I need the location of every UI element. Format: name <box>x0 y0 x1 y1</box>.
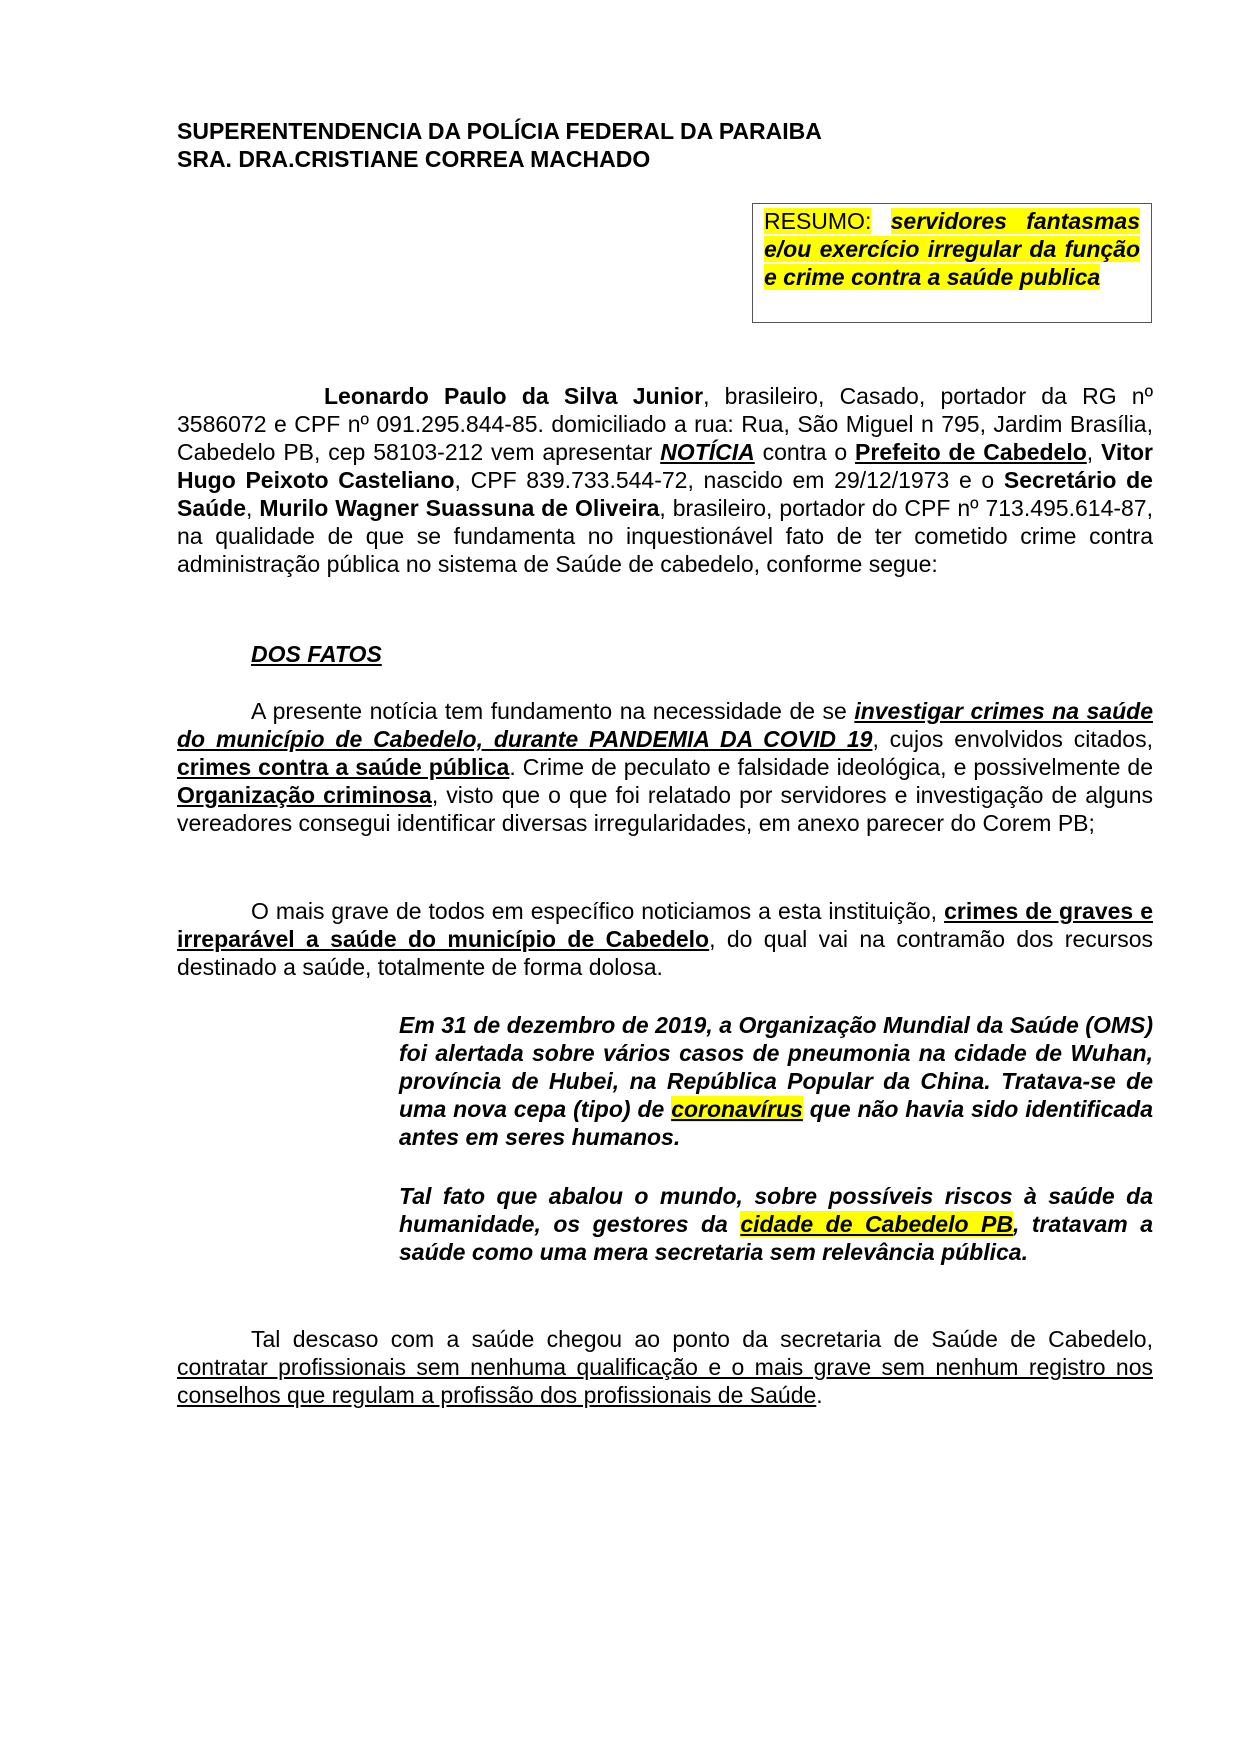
intro-text-2: contra o <box>754 439 856 465</box>
quote-paragraph-1 <box>399 1011 1153 1151</box>
intro-text-5: , <box>246 495 260 521</box>
mayor-name: Vitor Hugo Peixoto Casteliano <box>177 439 1153 493</box>
facts1-emphasis-3: Organização criminosa <box>177 782 432 808</box>
facts1-emphasis-1: investigar crimes na saúde do município de Cabedelo, durante PANDEMIA DA COVID 19 <box>177 698 1153 752</box>
closing-emphasis: contratar profissionais sem nenhuma qualificação e o mais grave sem nenhum registro nos conselhos que regulam a profissão dos profissionais de Saúde <box>177 1354 1153 1408</box>
facts1-text-3: . Crime de peculato e falsidade ideológica, e possivelmente de <box>509 754 1153 780</box>
closing-text-2: . <box>816 1382 823 1408</box>
quote2-highlight: cidade de Cabedelo PB <box>740 1211 1013 1237</box>
summary-text: servidores fantasmas e/ou exercício irregular da função e crime contra a saúde publica <box>764 208 1140 290</box>
quote1-highlight: coronavírus <box>671 1096 803 1122</box>
quote-paragraph-2 <box>399 1182 1153 1266</box>
closing-text-1: Tal descaso com a saúde chegou ao ponto da secretaria de Saúde de Cabedelo, <box>251 1326 1153 1352</box>
letter-header <box>177 117 822 173</box>
facts1-text-2: , cujos envolvidos citados, <box>872 726 1153 752</box>
noticia-term: NOTÍCIA <box>660 439 755 465</box>
facts1-emphasis-2: crimes contra a saúde pública <box>177 754 510 780</box>
complainant-name: Leonardo Paulo da Silva Junior <box>324 383 704 409</box>
summary-label: RESUMO: <box>764 208 872 234</box>
intro-text-3: , <box>1086 439 1102 465</box>
quote1-text-2: que não havia sido identificada antes em seres humanos. <box>399 1096 1153 1150</box>
summary-box <box>752 203 1152 323</box>
section-title: DOS FATOS <box>251 641 382 667</box>
closing-paragraph <box>177 1325 1153 1409</box>
intro-paragraph <box>177 382 1153 578</box>
header-line-2: SRA. DRA.CRISTIANE CORREA MACHADO <box>177 146 651 172</box>
facts2-text-1: O mais grave de todos em específico noticiamos a esta instituição, <box>251 898 945 924</box>
secretary-name: Murilo Wagner Suassuna de Oliveira <box>259 495 660 521</box>
intro-text-6: , brasileiro, portador do CPF nº 713.495.614-87, na qualidade de que se fundamenta no inquestionável fato de ter cometido crime contra administração pública no sistema de Saúde de cabedelo, conforme segue: <box>177 495 1153 577</box>
facts-paragraph-1 <box>177 697 1153 837</box>
quote2-text-2: , tratavam a saúde como uma mera secretaria sem relevância pública. <box>399 1211 1153 1265</box>
header-line-1: SUPERENTENDENCIA DA POLÍCIA FEDERAL DA PARAIBA <box>177 118 822 144</box>
intro-text-1: , brasileiro, Casado, portador da RG nº 3586072 e CPF nº 091.295.844-85. domiciliado a rua: Rua, São Miguel n 795, Jardim Brasília, Cabedelo PB, cep 58103-212 vem apresentar <box>177 383 1153 465</box>
quote2-text-1: Tal fato que abalou o mundo, sobre possíveis riscos à saúde da humanidade, os gestores da <box>399 1183 1153 1237</box>
facts1-text-1: A presente notícia tem fundamento na necessidade de se <box>251 698 855 724</box>
facts2-text-2: , do qual vai na contramão dos recursos destinado a saúde, totalmente de forma dolosa. <box>177 926 1153 980</box>
facts2-emphasis: crimes de graves e irreparável a saúde do município de Cabedelo <box>177 898 1154 952</box>
mayor-title: Prefeito de Cabedelo <box>855 439 1087 465</box>
facts1-text-4: , visto que o que foi relatado por servidores e investigação de alguns vereadores consegui identificar diversas irregularidades, em anexo parecer do Corem PB; <box>177 782 1153 836</box>
intro-text-4: , CPF 839.733.544-72, nascido em 29/12/1973 e o <box>454 467 1004 493</box>
facts-paragraph-2 <box>177 897 1153 981</box>
quote1-text-1: Em 31 de dezembro de 2019, a Organização Mundial da Saúde (OMS) foi alertada sobre vários casos de pneumonia na cidade de Wuhan, província de Hubei, na República Popular da China. Tratava-se de uma nova cepa (tipo) de <box>399 1012 1153 1122</box>
secretary-title: Secretário de Saúde <box>177 467 1153 521</box>
